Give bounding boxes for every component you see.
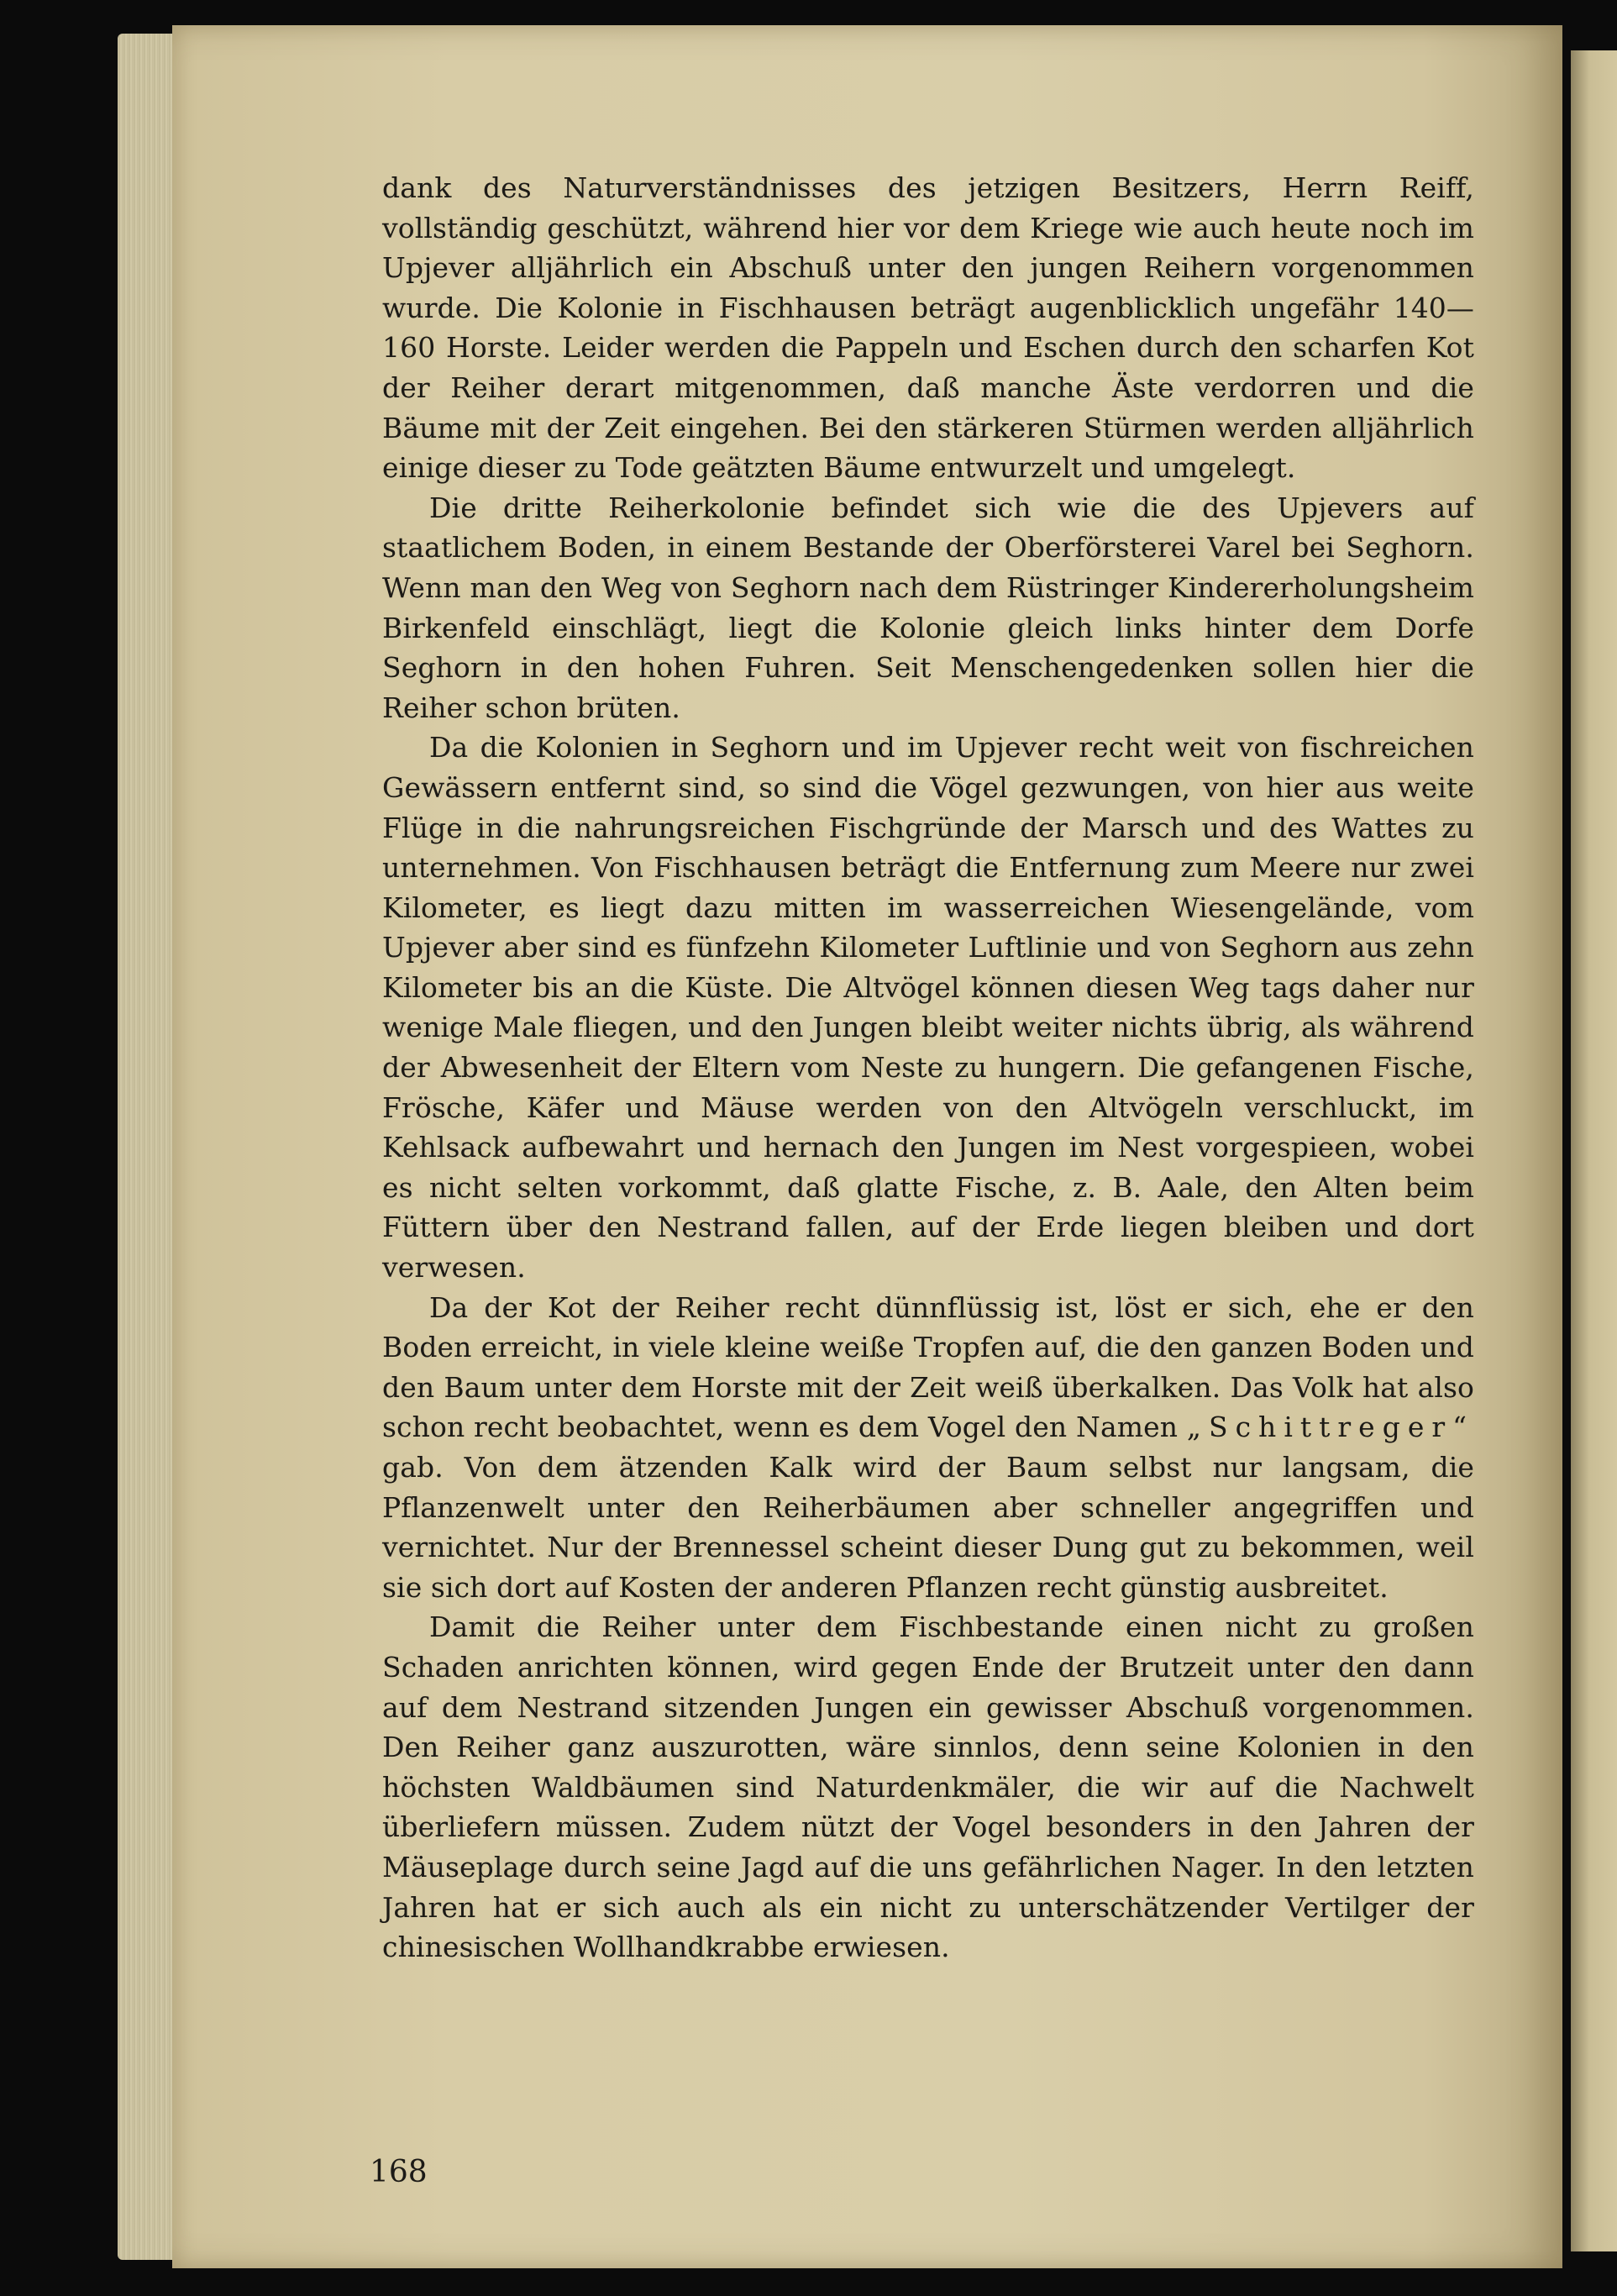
paragraph-3: Da die Kolonien in Seghorn und im Upjever recht weit von fischreichen Gewässern entfernt sind, so sind die Vögel gezwungen, von hier aus weite Flüge in die nahrungsreichen Fischgründe der Marsch und des Wattes zu unternehmen. Von Fischhausen beträgt die Entfernung zum Meere nur zwei Kilometer, es liegt dazu mitten im wasserreichen Wiesengelände, vom Upjever aber sind es fünfzehn Kilometer Luftlinie und von Seghorn aus zehn Kilometer bis an die Küste. Die Altvögel können diesen Weg tags daher nur wenige Male fliegen, und den Jungen bleibt weiter nichts übrig, als während der Abwesenheit der Eltern vom Neste zu hungern. Die gefangenen Fische, Frösche, Käfer und Mäuse werden von den Altvögeln verschluckt, im Kehlsack aufbewahrt und hernach den Jungen im Nest vorgespieen, wobei es nicht selten vorkommt, daß glatte Fische, z. B. Aale, den Alten beim Füttern über den Nestrand fallen, auf der Erde liegen bleiben und dort verwesen. — [382, 731, 1474, 1285]
paragraph-2: Die dritte Reiherkolonie befindet sich wie die des Upjevers auf staatlichem Boden, in einem Bestande der Oberförsterei Varel bei Seghorn. Wenn man den Weg von Seghorn nach dem Rüstringer Kindererholungsheim Birkenfeld einschlägt, liegt die Kolonie gleich links hinter dem Dorfe Seghorn in den hohen Fuhren. Seit Menschengedenken sollen hier die Reiher schon brüten. — [382, 491, 1474, 724]
facing-page-edge — [1571, 50, 1617, 2251]
paragraph-4 — [382, 1288, 1474, 1608]
name-schittreger: „Schittreger“ — [1186, 1411, 1474, 1444]
paragraph-5: Damit die Reiher unter dem Fischbestande einen nicht zu großen Schaden anrichten können, wird gegen Ende der Brutzeit unter den dann auf dem Nestrand sitzenden Jungen ein gewisser Abschuß vorgenommen. Den Reiher ganz auszurotten, wäre sinnlos, denn seine Kolonien in den höchsten Waldbäumen sind Naturdenkmäler, die wir auf die Nachwelt überliefern müssen. Zudem nützt der Vogel besonders in den Jahren der Mäuseplage durch seine Jagd auf die uns gefährlichen Nager. In den letzten Jahren hat er sich auch als ein nicht zu unterschätzender Vertilger der chinesischen Wollhandkrabbe erwiesen. — [382, 1610, 1474, 1964]
page-number: 168 — [370, 2155, 428, 2189]
paragraph-4-end: gab. Von dem ätzenden Kalk wird der Baum selbst nur langsam, die Pflanzenwelt unter den Reiherbäumen aber schneller angegriffen und vernichtet. Nur der Brennessel scheint dieser Dung gut zu bekommen, weil sie sich dort auf Kosten der anderen Pflanzen recht günstig ausbreitet. — [382, 1451, 1474, 1604]
paragraph-1: dank des Naturverständnisses des jetzigen Besitzers, Herrn Reiff, vollständig geschützt, während hier vor dem Kriege wie auch heute noch im Upjever alljährlich ein Abschuß unter den jungen Reihern vorgenommen wurde. Die Kolonie in Fischhausen beträgt augenblicklich ungefähr 140—160 Horste. Leider werden die Pappeln und Eschen durch den scharfen Kot der Reiher derart mitgenommen, daß manche Äste verdorren und die Bäume mit der Zeit eingehen. Bei den stärkeren Stürmen werden alljährlich einige dieser zu Tode geätzten Bäume entwurzelt und umgelegt. — [382, 171, 1474, 485]
paragraph-4-start: Da der Kot der Reiher recht dünnflüssig ist, löst er sich, ehe er den Boden erreicht, in viele kleine weiße Tropfen auf, die den ganzen Boden und den Baum unter dem Horste mit der Zeit weiß überkalken. Das Volk hat also schon recht beobachtet, wenn es dem Vogel den Namen — [382, 1290, 1474, 1444]
body-text — [382, 168, 1474, 1968]
